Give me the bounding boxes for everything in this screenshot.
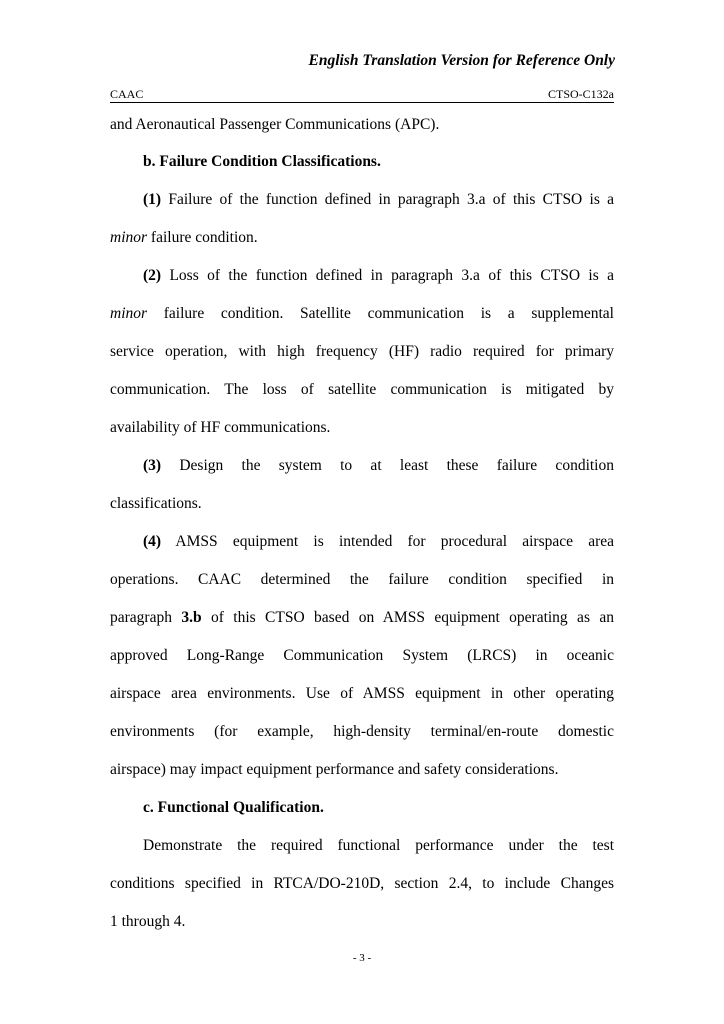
body-text: AMSS equipment is intended for procedural airspace area	[161, 533, 614, 550]
emphasis-minor: minor	[110, 229, 148, 246]
body-line	[110, 228, 614, 248]
body-line: availability of HF communications.	[110, 419, 331, 436]
body-line: approved Long-Range Communication System (LRCS) in oceanic	[110, 647, 614, 664]
body-line: airspace area environments. Use of AMSS equipment in other operating	[110, 685, 614, 702]
item-number: (3)	[143, 457, 162, 474]
body-text: Loss of the function defined in paragraph 3.a of this CTSO is a	[161, 267, 614, 284]
body-line	[143, 266, 614, 286]
body-line	[143, 532, 614, 552]
body-line: communication. The loss of satellite communication is mitigated by	[110, 381, 614, 398]
body-line: environments (for example, high-density terminal/en-route domestic	[110, 723, 614, 740]
body-line: classifications.	[110, 495, 202, 512]
header-doc-id: CTSO-C132a	[548, 87, 614, 101]
body-line: Demonstrate the required functional performance under the test	[143, 837, 614, 854]
emphasis-minor: minor	[110, 305, 148, 322]
section-heading-b: b. Failure Condition Classifications.	[143, 153, 381, 170]
body-line: conditions specified in RTCA/DO-210D, section 2.4, to include Changes	[110, 875, 614, 892]
body-text: paragraph	[110, 609, 182, 626]
body-line	[110, 304, 614, 324]
body-text: failure condition.	[147, 229, 258, 246]
item-number: (2)	[143, 267, 162, 284]
body-text: failure condition. Satellite communication is a supplemental	[147, 305, 614, 322]
paragraph-reference: 3.b	[181, 609, 202, 626]
item-number: (1)	[143, 191, 162, 208]
page-number: - 3 -	[352, 952, 372, 964]
header-rule	[110, 102, 614, 103]
item-number: (4)	[143, 533, 162, 550]
body-line	[143, 456, 614, 476]
body-line	[143, 190, 614, 210]
body-line: and Aeronautical Passenger Communications (APC).	[110, 116, 440, 133]
body-line: operations. CAAC determined the failure condition specified in	[110, 571, 614, 588]
section-heading-c: c. Functional Qualification.	[143, 799, 324, 816]
body-line: service operation, with high frequency (HF) radio required for primary	[110, 343, 614, 360]
body-text: Failure of the function defined in paragraph 3.a of this CTSO is a	[161, 191, 614, 208]
header-org: CAAC	[110, 87, 144, 101]
translation-note: English Translation Version for Reference Only	[308, 52, 615, 69]
body-line: 1 through 4.	[110, 913, 186, 930]
body-line: airspace) may impact equipment performance and safety considerations.	[110, 761, 559, 778]
body-text: of this CTSO based on AMSS equipment operating as an	[201, 609, 614, 626]
body-text: Design the system to at least these failure condition	[161, 457, 614, 474]
body-line	[110, 608, 614, 628]
